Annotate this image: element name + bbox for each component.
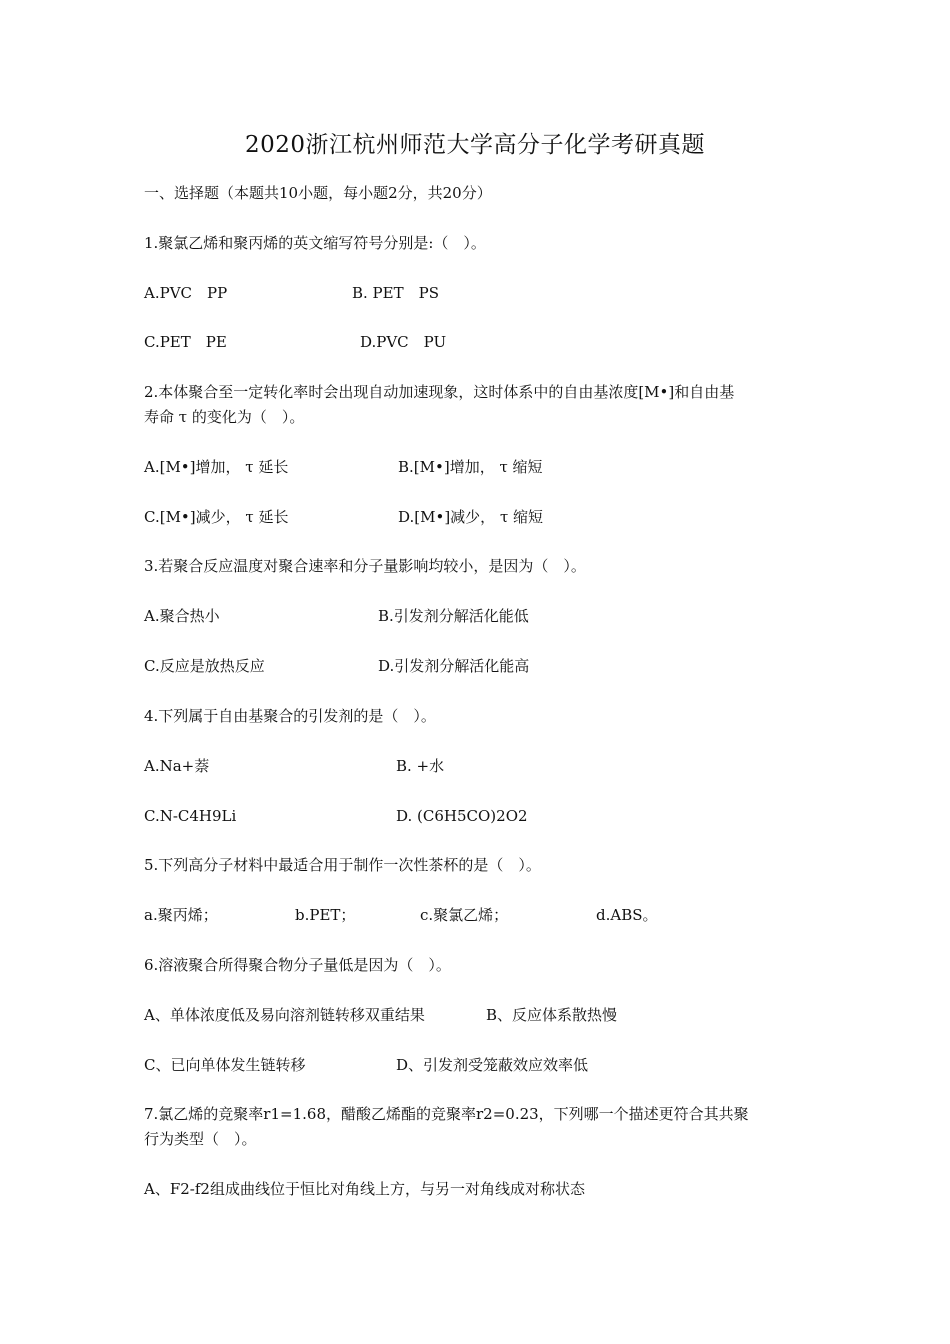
question-2-stem-line-2: 寿命 τ 的变化为（ ）。 [144, 408, 305, 426]
question-6-option-d: D、引发剂受笼蔽效应效率低 [396, 1056, 589, 1074]
question-2-option-b: B.[M•]增加， τ 缩短 [398, 458, 543, 476]
question-1-option-d: D.PVC PU [360, 333, 447, 351]
question-4-stem: 4.下列属于自由基聚合的引发剂的是（ ）。 [144, 707, 436, 725]
question-4-option-b: B. +水 [396, 757, 445, 775]
question-1-option-c: C.PET PE [144, 333, 227, 351]
question-3-option-b: B.引发剂分解活化能低 [378, 607, 529, 625]
question-3-option-c: C.反应是放热反应 [144, 657, 265, 675]
question-7-stem-line-1: 7.氯乙烯的竞聚率r1=1.68，醋酸乙烯酯的竞聚率r2=0.23，下列哪一个描述更符合其共聚 [144, 1105, 749, 1123]
question-5-option-a: a.聚丙烯； [144, 906, 218, 924]
question-1-option-b: B. PET PS [352, 284, 439, 302]
question-4-option-a: A.Na+萘 [144, 757, 210, 775]
question-7-stem-line-2: 行为类型（ ）。 [144, 1130, 257, 1148]
question-6-option-a: A、单体浓度低及易向溶剂链转移双重结果 [144, 1006, 425, 1024]
question-1-stem: 1.聚氯乙烯和聚丙烯的英文缩写符号分别是:（ ）。 [144, 234, 486, 252]
section-heading: 一、选择题（本题共10小题，每小题2分，共20分） [144, 184, 492, 202]
question-2-option-c: C.[M•]减少， τ 延长 [144, 508, 289, 526]
question-2-stem-line-1: 2.本体聚合至一定转化率时会出现自动加速现象，这时体系中的自由基浓度[M•]和自由基 [144, 383, 735, 401]
question-4-option-c: C.N-C4H9Li [144, 807, 237, 825]
question-2-option-a: A.[M•]增加， τ 延长 [144, 458, 289, 476]
question-5-stem: 5.下列高分子材料中最适合用于制作一次性茶杯的是（ ）。 [144, 856, 541, 874]
question-1-option-a: A.PVC PP [144, 284, 228, 302]
question-5-option-d: d.ABS。 [596, 906, 658, 924]
question-6-option-b: B、反应体系散热慢 [486, 1006, 618, 1024]
question-3-option-a: A.聚合热小 [144, 607, 220, 625]
question-5-option-c: c.聚氯乙烯； [420, 906, 509, 924]
question-5-option-b: b.PET； [295, 906, 356, 924]
question-4-option-d: D. (C6H5CO)2O2 [396, 807, 528, 825]
question-3-option-d: D.引发剂分解活化能高 [378, 657, 530, 675]
question-2-option-d: D.[M•]减少， τ 缩短 [398, 508, 544, 526]
question-7-option-a: A、F2-f2组成曲线位于恒比对角线上方，与另一对角线成对称状态 [144, 1180, 585, 1198]
question-6-stem: 6.溶液聚合所得聚合物分子量低是因为（ ）。 [144, 956, 451, 974]
question-6-option-c: C、已向单体发生链转移 [144, 1056, 306, 1074]
document-title: 2020浙江杭州师范大学高分子化学考研真题 [244, 132, 706, 158]
question-3-stem: 3.若聚合反应温度对聚合速率和分子量影响均较小，是因为（ ）。 [144, 557, 586, 575]
